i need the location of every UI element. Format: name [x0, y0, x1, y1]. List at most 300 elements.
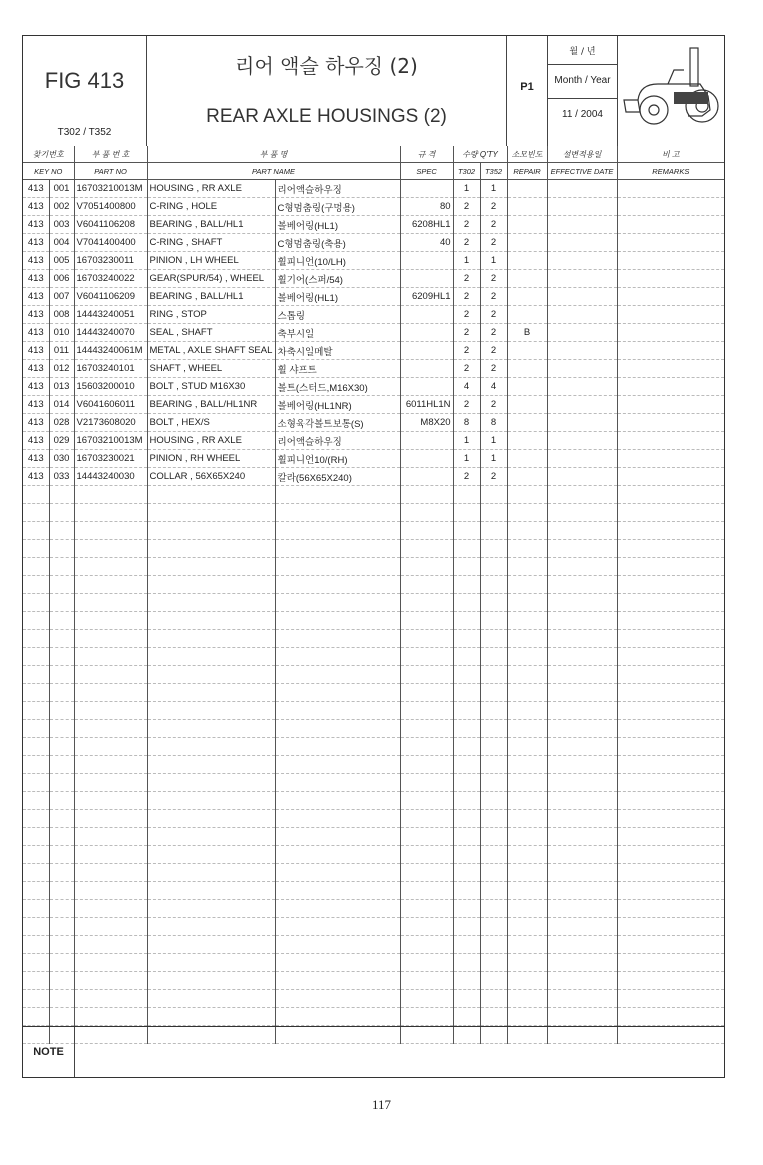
cell-empty: [453, 558, 480, 576]
date-cell: [548, 36, 618, 146]
cell-empty: [453, 1008, 480, 1026]
cell-empty: [400, 612, 453, 630]
cell-t352: 2: [480, 288, 507, 306]
cell-empty: [547, 216, 617, 234]
cell-name-ko: 휠피니언(10/LH): [275, 252, 400, 270]
table-row: [23, 468, 724, 486]
cell-repair: [507, 216, 547, 234]
cell-empty: [507, 594, 547, 612]
cell-empty: [400, 990, 453, 1008]
cell-empty: [49, 990, 74, 1008]
cell-name-en: BEARING , BALL/HL1: [147, 216, 275, 234]
cell-empty: [400, 720, 453, 738]
empty-row: [23, 756, 724, 774]
cell-empty: [275, 990, 400, 1008]
cell-empty: [23, 900, 49, 918]
cell-empty: [275, 900, 400, 918]
cell-empty: [400, 738, 453, 756]
cell-empty: [507, 648, 547, 666]
cell-t352: 2: [480, 396, 507, 414]
cell-empty: [275, 774, 400, 792]
cell-empty: [400, 666, 453, 684]
cell-empty: [275, 558, 400, 576]
cell-empty: [547, 810, 617, 828]
cell-empty: [617, 396, 724, 414]
empty-row: [23, 486, 724, 504]
column-header-korean: [23, 146, 724, 163]
cell-t352: 2: [480, 306, 507, 324]
cell-key: 003: [49, 216, 74, 234]
cell-key: 011: [49, 342, 74, 360]
cell-empty: [617, 450, 724, 468]
cell-empty: [617, 432, 724, 450]
cell-empty: [480, 1008, 507, 1026]
cell-empty: [617, 612, 724, 630]
parts-page-frame: [22, 35, 725, 1078]
cell-empty: [547, 324, 617, 342]
cell-empty: [480, 702, 507, 720]
cell-empty: [49, 522, 74, 540]
cell-empty: [49, 756, 74, 774]
cell-empty: [23, 1008, 49, 1026]
cell-empty: [275, 522, 400, 540]
parts-table: [23, 146, 724, 1044]
cell-empty: [275, 936, 400, 954]
cell-empty: [547, 846, 617, 864]
cell-spec: 6011HL1N: [400, 396, 453, 414]
cell-key: 030: [49, 450, 74, 468]
cell-empty: [275, 918, 400, 936]
cell-t302: 2: [453, 306, 480, 324]
cell-empty: [23, 666, 49, 684]
cell-empty: [547, 990, 617, 1008]
empty-row: [23, 540, 724, 558]
cell-empty: [617, 252, 724, 270]
cell-empty: [74, 918, 147, 936]
cell-empty: [147, 648, 275, 666]
cell-empty: [480, 594, 507, 612]
cell-key: 013: [49, 378, 74, 396]
cell-repair: [507, 414, 547, 432]
cell-empty: [617, 288, 724, 306]
cell-fig: 413: [23, 180, 49, 198]
cell-empty: [507, 954, 547, 972]
cell-empty: [275, 540, 400, 558]
cell-empty: [547, 378, 617, 396]
cell-empty: [49, 954, 74, 972]
cell-empty: [147, 810, 275, 828]
cell-empty: [74, 846, 147, 864]
cell-empty: [275, 792, 400, 810]
table-row: [23, 180, 724, 198]
cell-empty: [547, 774, 617, 792]
date-value: 11 / 2004: [562, 109, 603, 120]
note-section: [23, 1026, 724, 1077]
cell-name-ko: 휠기어(스퍼/54): [275, 270, 400, 288]
cell-part-no: 14443240030: [74, 468, 147, 486]
cell-part-no: 15603200010: [74, 378, 147, 396]
cell-name-en: HOUSING , RR AXLE: [147, 432, 275, 450]
cell-empty: [480, 720, 507, 738]
cell-fig: 413: [23, 360, 49, 378]
cell-empty: [275, 684, 400, 702]
cell-empty: [480, 504, 507, 522]
cell-t302: 1: [453, 252, 480, 270]
cell-empty: [275, 846, 400, 864]
part-no-ko: 부 품 번 호: [74, 146, 147, 163]
table-row: [23, 270, 724, 288]
cell-empty: [547, 342, 617, 360]
cell-empty: [74, 594, 147, 612]
cell-t302: 2: [453, 360, 480, 378]
empty-row: [23, 630, 724, 648]
cell-key: 004: [49, 234, 74, 252]
cell-empty: [23, 792, 49, 810]
cell-empty: [147, 954, 275, 972]
cell-empty: [74, 900, 147, 918]
cell-key: 001: [49, 180, 74, 198]
cell-empty: [147, 828, 275, 846]
cell-t352: 1: [480, 450, 507, 468]
cell-repair: [507, 360, 547, 378]
cell-empty: [147, 1008, 275, 1026]
cell-t352: 4: [480, 378, 507, 396]
cell-empty: [400, 792, 453, 810]
cell-empty: [400, 522, 453, 540]
cell-empty: [74, 720, 147, 738]
cell-empty: [453, 918, 480, 936]
cell-empty: [400, 684, 453, 702]
cell-empty: [480, 828, 507, 846]
cell-empty: [547, 936, 617, 954]
cell-empty: [617, 684, 724, 702]
cell-empty: [547, 1008, 617, 1026]
cell-name-ko: C형멈춤링(축용): [275, 234, 400, 252]
cell-empty: [547, 522, 617, 540]
cell-empty: [480, 882, 507, 900]
cell-empty: [507, 684, 547, 702]
repair-header: REPAIR: [507, 163, 547, 180]
cell-empty: [617, 414, 724, 432]
cell-empty: [617, 738, 724, 756]
empty-row: [23, 612, 724, 630]
table-row: [23, 378, 724, 396]
cell-spec: 6208HL1: [400, 216, 453, 234]
cell-empty: [23, 594, 49, 612]
cell-empty: [453, 666, 480, 684]
cell-empty: [480, 648, 507, 666]
cell-repair: [507, 180, 547, 198]
cell-empty: [547, 450, 617, 468]
cell-empty: [453, 756, 480, 774]
cell-repair: [507, 450, 547, 468]
cell-t352: 2: [480, 324, 507, 342]
cell-empty: [23, 756, 49, 774]
cell-empty: [74, 486, 147, 504]
cell-empty: [547, 900, 617, 918]
cell-empty: [507, 828, 547, 846]
cell-empty: [23, 558, 49, 576]
empty-row: [23, 558, 724, 576]
cell-empty: [453, 846, 480, 864]
remarks-header: REMARKS: [617, 163, 724, 180]
cell-part-no: 14443240070: [74, 324, 147, 342]
cell-empty: [147, 558, 275, 576]
cell-repair: [507, 432, 547, 450]
cell-empty: [453, 990, 480, 1008]
cell-empty: [147, 684, 275, 702]
cell-empty: [49, 828, 74, 846]
cell-empty: [547, 738, 617, 756]
cell-empty: [547, 270, 617, 288]
cell-empty: [400, 828, 453, 846]
cell-empty: [507, 666, 547, 684]
table-row: [23, 450, 724, 468]
cell-empty: [507, 576, 547, 594]
cell-empty: [617, 306, 724, 324]
cell-t302: 1: [453, 450, 480, 468]
cell-empty: [453, 936, 480, 954]
cell-empty: [23, 630, 49, 648]
cell-empty: [49, 738, 74, 756]
table-row: [23, 252, 724, 270]
empty-row: [23, 954, 724, 972]
cell-empty: [23, 486, 49, 504]
cell-fig: 413: [23, 234, 49, 252]
cell-empty: [23, 864, 49, 882]
cell-empty: [547, 882, 617, 900]
cell-empty: [480, 576, 507, 594]
cell-empty: [147, 630, 275, 648]
cell-fig: 413: [23, 306, 49, 324]
cell-empty: [480, 522, 507, 540]
cell-t302: 2: [453, 342, 480, 360]
cell-empty: [74, 972, 147, 990]
cell-repair: [507, 234, 547, 252]
cell-t302: 2: [453, 468, 480, 486]
cell-part-no: 16703210013M: [74, 432, 147, 450]
cell-empty: [480, 864, 507, 882]
cell-part-no: 16703210013M: [74, 180, 147, 198]
empty-row: [23, 990, 724, 1008]
cell-fig: 413: [23, 342, 49, 360]
part-name-header: PART NAME: [147, 163, 400, 180]
cell-name-ko: 볼베어링(HL1): [275, 288, 400, 306]
cell-part-no: V6041106208: [74, 216, 147, 234]
cell-name-ko: 리어액슬하우징: [275, 180, 400, 198]
cell-empty: [74, 756, 147, 774]
cell-empty: [617, 324, 724, 342]
cell-empty: [547, 198, 617, 216]
cell-repair: [507, 342, 547, 360]
table-row: [23, 324, 724, 342]
cell-t352: 1: [480, 252, 507, 270]
empty-row: [23, 810, 724, 828]
cell-empty: [23, 882, 49, 900]
cell-empty: [617, 648, 724, 666]
tractor-icon: [618, 40, 722, 140]
cell-empty: [617, 522, 724, 540]
cell-empty: [49, 612, 74, 630]
cell-empty: [547, 486, 617, 504]
cell-empty: [275, 864, 400, 882]
cell-empty: [480, 540, 507, 558]
cell-empty: [400, 972, 453, 990]
cell-part-no: 14443240061M: [74, 342, 147, 360]
cell-empty: [453, 900, 480, 918]
cell-empty: [49, 936, 74, 954]
cell-part-no: 14443240051: [74, 306, 147, 324]
cell-empty: [49, 810, 74, 828]
cell-empty: [400, 702, 453, 720]
cell-empty: [275, 666, 400, 684]
cell-empty: [507, 936, 547, 954]
cell-empty: [400, 540, 453, 558]
cell-empty: [275, 756, 400, 774]
cell-empty: [400, 576, 453, 594]
cell-empty: [147, 774, 275, 792]
cell-empty: [49, 486, 74, 504]
empty-row: [23, 828, 724, 846]
cell-empty: [49, 864, 74, 882]
cell-empty: [275, 486, 400, 504]
cell-empty: [507, 1008, 547, 1026]
cell-empty: [400, 954, 453, 972]
empty-row: [23, 666, 724, 684]
empty-row: [23, 738, 724, 756]
cell-t352: 1: [480, 432, 507, 450]
cell-key: 010: [49, 324, 74, 342]
cell-empty: [617, 234, 724, 252]
remarks-ko: 비 고: [617, 146, 724, 163]
cell-t302: 2: [453, 324, 480, 342]
empty-row: [23, 936, 724, 954]
cell-name-en: SHAFT , WHEEL: [147, 360, 275, 378]
empty-row: [23, 504, 724, 522]
cell-t352: 2: [480, 198, 507, 216]
cell-empty: [49, 540, 74, 558]
key-no-ko: 찾기번호: [23, 146, 74, 163]
cell-empty: [617, 270, 724, 288]
cell-empty: [480, 738, 507, 756]
cell-empty: [400, 630, 453, 648]
cell-empty: [400, 882, 453, 900]
cell-empty: [453, 612, 480, 630]
cell-empty: [74, 1008, 147, 1026]
cell-empty: [23, 936, 49, 954]
cell-empty: [275, 594, 400, 612]
cell-key: 029: [49, 432, 74, 450]
cell-empty: [275, 630, 400, 648]
cell-empty: [453, 684, 480, 702]
cell-t352: 1: [480, 180, 507, 198]
cell-spec: [400, 324, 453, 342]
cell-empty: [275, 738, 400, 756]
cell-empty: [547, 702, 617, 720]
cell-empty: [547, 558, 617, 576]
page-code-cell: [507, 36, 548, 146]
cell-empty: [49, 684, 74, 702]
cell-empty: [147, 486, 275, 504]
cell-empty: [23, 522, 49, 540]
empty-row: [23, 972, 724, 990]
cell-repair: [507, 252, 547, 270]
cell-empty: [480, 612, 507, 630]
cell-part-no: V2173608020: [74, 414, 147, 432]
cell-fig: 413: [23, 270, 49, 288]
cell-empty: [400, 756, 453, 774]
effective-ko: 설변적용일: [547, 146, 617, 163]
cell-t352: 2: [480, 234, 507, 252]
cell-name-en: SEAL , SHAFT: [147, 324, 275, 342]
cell-spec: [400, 360, 453, 378]
cell-empty: [617, 774, 724, 792]
cell-empty: [400, 810, 453, 828]
cell-spec: [400, 468, 453, 486]
cell-empty: [23, 702, 49, 720]
cell-fig: 413: [23, 468, 49, 486]
cell-empty: [507, 882, 547, 900]
cell-empty: [453, 648, 480, 666]
empty-row: [23, 522, 724, 540]
cell-empty: [547, 594, 617, 612]
cell-empty: [49, 918, 74, 936]
cell-empty: [480, 936, 507, 954]
cell-empty: [547, 468, 617, 486]
cell-empty: [49, 882, 74, 900]
cell-empty: [547, 648, 617, 666]
cell-empty: [275, 576, 400, 594]
cell-name-en: BOLT , HEX/S: [147, 414, 275, 432]
fig-cell: [23, 36, 147, 146]
cell-spec: [400, 342, 453, 360]
cell-empty: [480, 666, 507, 684]
cell-empty: [74, 792, 147, 810]
cell-empty: [275, 828, 400, 846]
table-row: [23, 198, 724, 216]
cell-key: 012: [49, 360, 74, 378]
cell-empty: [74, 882, 147, 900]
t352-header: T352: [480, 163, 507, 180]
cell-t302: 2: [453, 216, 480, 234]
cell-empty: [480, 810, 507, 828]
cell-empty: [275, 972, 400, 990]
cell-spec: [400, 180, 453, 198]
cell-empty: [453, 720, 480, 738]
cell-empty: [49, 702, 74, 720]
cell-empty: [400, 648, 453, 666]
cell-empty: [507, 612, 547, 630]
cell-empty: [147, 900, 275, 918]
cell-empty: [480, 630, 507, 648]
cell-empty: [74, 810, 147, 828]
cell-empty: [74, 576, 147, 594]
illustration-cell: [618, 36, 724, 146]
cell-empty: [547, 972, 617, 990]
cell-repair: [507, 468, 547, 486]
cell-name-ko: 볼베어링(HL1): [275, 216, 400, 234]
cell-part-no: V6041106209: [74, 288, 147, 306]
cell-empty: [453, 702, 480, 720]
cell-empty: [23, 810, 49, 828]
cell-empty: [507, 558, 547, 576]
cell-empty: [23, 720, 49, 738]
cell-empty: [49, 972, 74, 990]
cell-name-ko: 소형육각볼트보통(S): [275, 414, 400, 432]
cell-empty: [453, 738, 480, 756]
cell-spec: [400, 378, 453, 396]
cell-empty: [74, 936, 147, 954]
